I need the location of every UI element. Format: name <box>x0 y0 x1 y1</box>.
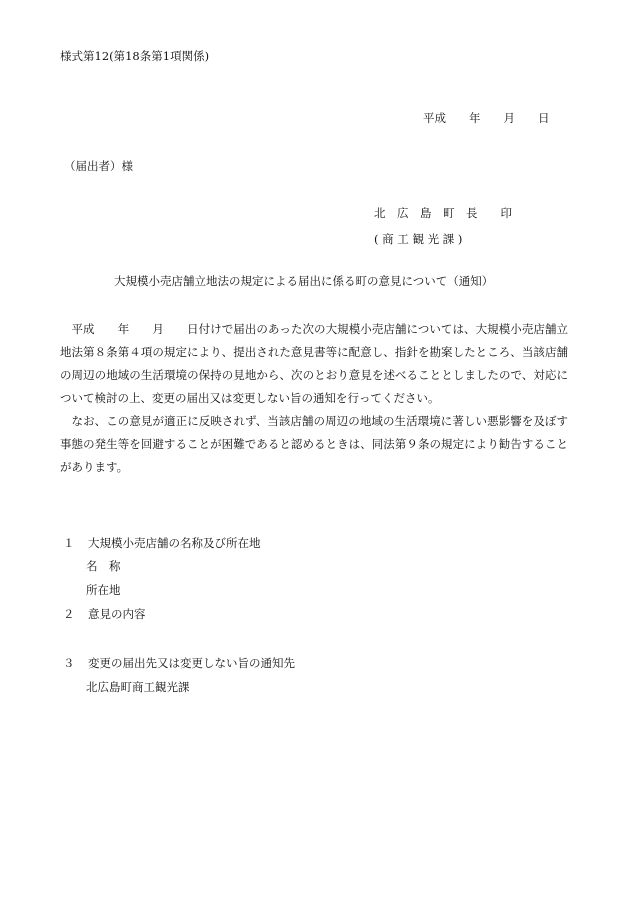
addressee: （届出者）様 <box>64 159 133 173</box>
item-1 <box>63 538 261 550</box>
body-paragraph-1: 平成 年 月 日付けで届出のあった次の大規模小売店舗については、大規模小売店舗立地法第８条第４項の規定により、提出された意見書等に配意し、指針を勘案したところ、当該店舗の周辺の地域の生活環境の保持の見地から、次のとおり意見を述べることとしましたので、対応について検討の上、変更の届出又は変更しない旨の通知を行ってください。 <box>60 322 568 405</box>
item-label: 意見の内容 <box>88 607 146 621</box>
item-number: ３ <box>63 656 75 670</box>
date-line: 平成 年 月 日 <box>423 111 550 125</box>
body-text <box>60 318 568 479</box>
item-3-sub-recipient: 北広島町商工観光課 <box>86 680 190 694</box>
item-number: １ <box>63 536 75 550</box>
item-label: 変更の届出先又は変更しない旨の通知先 <box>88 656 295 670</box>
item-2 <box>63 609 146 621</box>
body-paragraph-2: なお、この意見が適正に反映されず、当該店舗の周辺の地域の生活環境に著しい悪影響を及ぼす事態の発生等を回避することが困難であると認めるときは、同法第９条の規定により勧告することがあります。 <box>60 414 568 474</box>
sender-name: 北 広 島 町 長 印 <box>374 206 512 220</box>
item-number: ２ <box>63 607 75 621</box>
document-title: 大規模小売店舗立地法の規定による届出に係る町の意見について（通知） <box>114 274 494 288</box>
item-1-sub-name: 名 称 <box>86 559 121 573</box>
item-1-sub-address: 所在地 <box>86 583 121 597</box>
item-3 <box>63 658 295 670</box>
sender-department: ( 商 工 観 光 課 ) <box>374 232 463 246</box>
form-label: 様式第12(第18条第1項関係) <box>60 49 210 63</box>
item-label: 大規模小売店舗の名称及び所在地 <box>88 536 261 550</box>
